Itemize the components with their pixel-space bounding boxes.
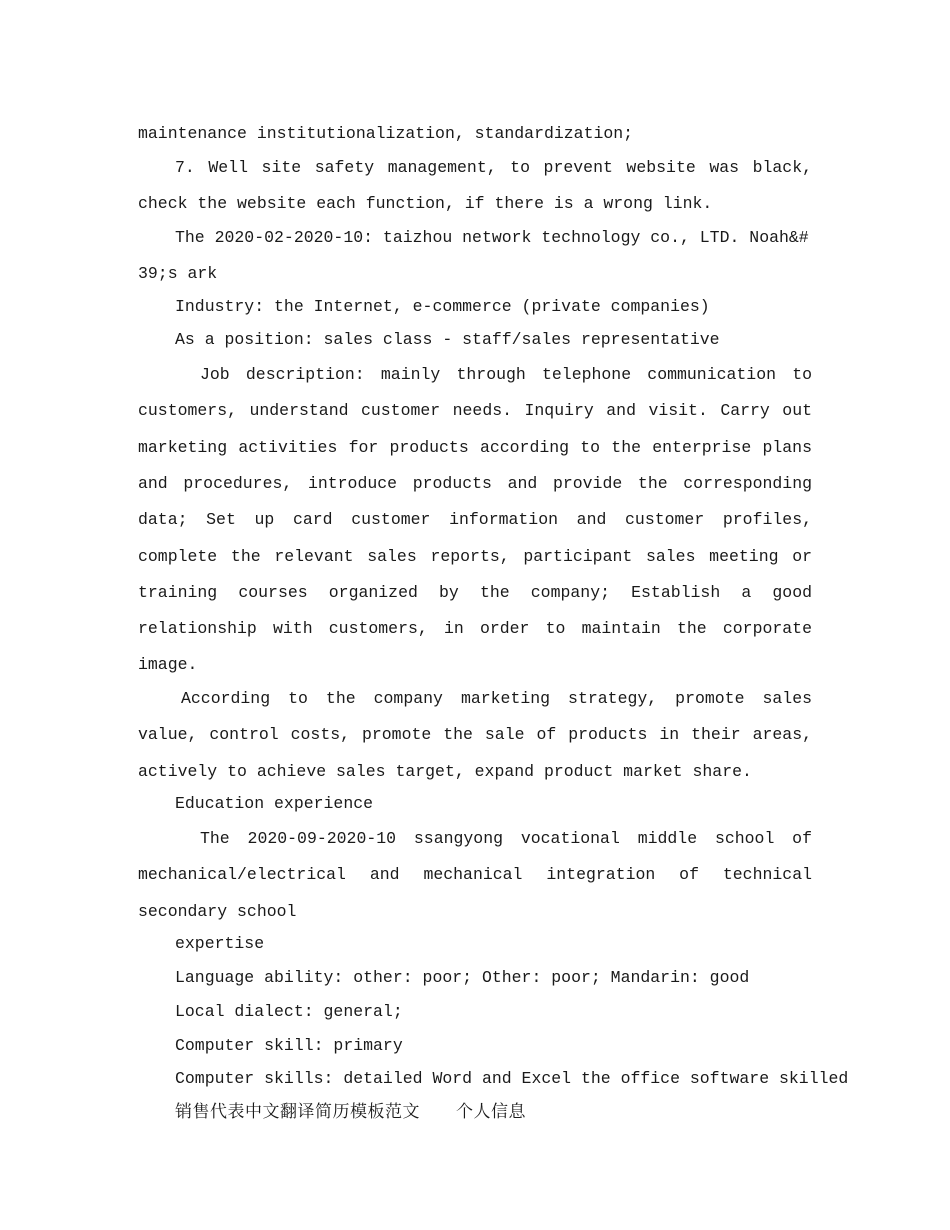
paragraph-computer-skill: Computer skill: primary — [175, 1035, 403, 1055]
paragraph-job-description: Job description: mainly through telephone communication to customers, understand customer needs. Inquiry and visit. Carry out marketing activities for products according to the enterprise plans and procedures, introduce products and provide the corresponding data; Set up card customer information and customer profiles, complete the relevant sales reports, participant sales meeting or training courses organized by the company; Establish a good relationship with customers, in order to maintain the corporate image. — [138, 365, 812, 675]
paragraph-computer-skills: Computer skills: detailed Word and Excel the office software skilled — [175, 1069, 849, 1089]
paragraph-marketing-strategy: According to the company marketing strategy, promote sales value, control costs, promote the sale of products in their areas, actively to achieve sales target, expand product market share. — [138, 689, 812, 781]
paragraph-site-safety: 7. Well site safety management, to prevent website was black, check the website each function, if there is a wrong link. — [138, 157, 812, 213]
paragraph-language-ability: Language ability: other: poor; Other: poor; Mandarin: good — [175, 968, 750, 988]
section-heading-education: Education experience — [175, 794, 374, 814]
paragraph-position: As a position: sales class - staff/sales representative — [175, 330, 720, 350]
footer-title: 销售代表中文翻译简历模板范文 — [175, 1102, 420, 1122]
paragraph-maintenance: maintenance institutionalization, standardization; — [138, 124, 634, 143]
document-body — [138, 116, 849, 1130]
paragraph-industry: Industry: the Internet, e-commerce (private companies) — [175, 296, 710, 316]
footer-heading-line — [138, 1096, 812, 1130]
paragraph-local-dialect: Local dialect: general; — [175, 1001, 403, 1021]
paragraph-education-entry: The 2020-09-2020-10 ssangyong vocational middle school of mechanical/electrical and mechanical integration of technical secondary school — [138, 829, 812, 921]
section-heading-expertise: expertise — [175, 934, 265, 954]
paragraph-employment-period: The 2020-02-2020-10: taizhou network technology co., LTD. Noah&#39;s ark — [138, 227, 809, 283]
footer-section: 个人信息 — [456, 1102, 526, 1122]
